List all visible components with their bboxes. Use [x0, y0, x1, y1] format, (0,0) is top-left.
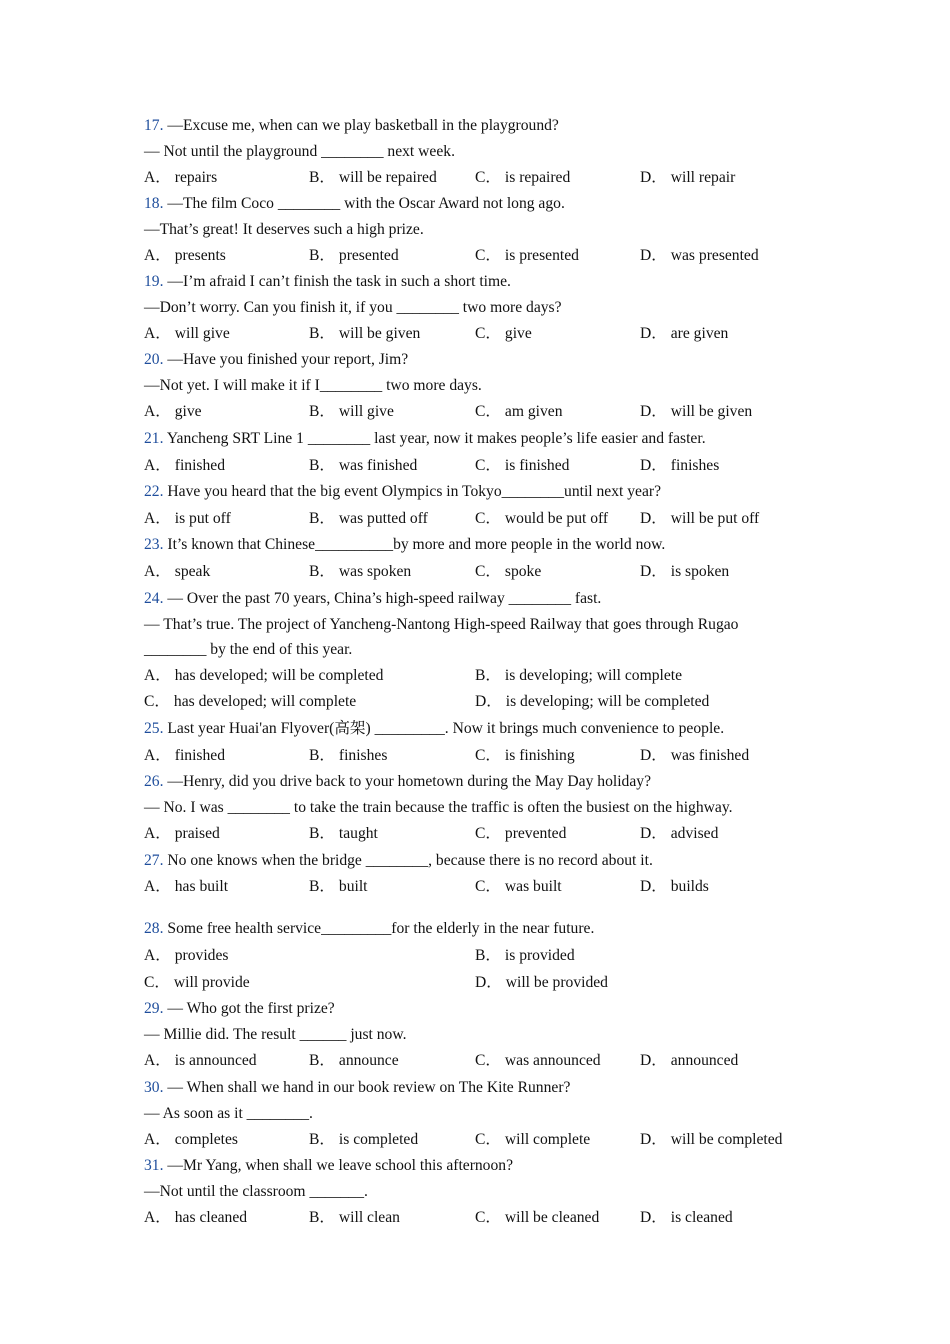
question-text: — When shall we hand in our book review on The Kite Runner? [167, 1079, 571, 1096]
question-number: 30. [144, 1079, 164, 1096]
answer-option[interactable]: D． will be provided [475, 974, 608, 991]
question-stem [144, 194, 910, 214]
answer-option[interactable]: C． is repaired [475, 169, 571, 186]
answer-option[interactable]: A． is announced [144, 1052, 257, 1069]
answer-option[interactable]: D． will repair [640, 169, 736, 186]
answer-option[interactable]: C． will complete [475, 1131, 591, 1148]
question-text: Yancheng SRT Line 1 ________ last year, now it makes people’s life easier and faster. [166, 430, 706, 447]
answer-option[interactable]: A． completes [144, 1131, 238, 1148]
question-dialogue-line [144, 1104, 910, 1124]
question-dialogue-line [144, 798, 910, 818]
answer-option[interactable]: D． advised [640, 825, 719, 842]
answer-option[interactable]: A． will give [144, 325, 230, 342]
question-number: 22. [144, 483, 164, 500]
question-text: —Have you finished your report, Jim? [167, 351, 409, 368]
answer-option[interactable]: C． has developed; will complete [144, 693, 357, 710]
question-number: 27. [144, 852, 164, 869]
answer-option[interactable]: A． is put off [144, 510, 231, 527]
answer-option[interactable]: A． finished [144, 747, 225, 764]
answer-option[interactable]: D． will be put off [640, 510, 760, 527]
answer-option[interactable]: D． will be completed [640, 1131, 783, 1148]
question-number: 23. [144, 536, 164, 553]
question-text: — That’s true. The project of Yancheng-Nantong High-speed Railway that goes through Rugao [144, 616, 739, 633]
question-text: No one knows when the bridge ________, because there is no record about it. [167, 852, 653, 869]
question-text: — As soon as it ________. [144, 1105, 313, 1122]
answer-option[interactable]: B． finishes [309, 747, 388, 764]
answer-option[interactable]: B． taught [309, 825, 378, 842]
question-dialogue-line [144, 1182, 910, 1202]
answer-option[interactable]: C． give [475, 325, 532, 342]
question-dialogue-line [144, 615, 910, 635]
answer-option[interactable]: B． will be given [309, 325, 421, 342]
question-text: It’s known that Chinese__________by more and more people in the world now. [167, 536, 666, 553]
question-stem [144, 1078, 910, 1098]
answer-option[interactable]: C． would be put off [475, 510, 609, 527]
question-number: 24. [144, 590, 164, 607]
question-text: Last year Huai'an Flyover(高架) _________. Now it brings much convenience to people. [167, 720, 725, 737]
answer-option[interactable]: B． is completed [309, 1131, 419, 1148]
answer-option[interactable]: C． is finished [475, 457, 570, 474]
question-text: —Don’t worry. Can you finish it, if you ________ two more days? [144, 299, 562, 316]
answer-option[interactable]: A． repairs [144, 169, 218, 186]
question-text: —That’s great! It deserves such a high prize. [144, 221, 424, 238]
answer-option[interactable]: B． was spoken [309, 563, 412, 580]
answer-option[interactable]: C． was announced [475, 1052, 601, 1069]
question-text: — Millie did. The result ______ just now. [144, 1026, 407, 1043]
answer-option[interactable]: B． was putted off [309, 510, 428, 527]
question-dialogue-line [144, 298, 910, 318]
answer-option[interactable]: A． speak [144, 563, 211, 580]
answer-option[interactable]: A． praised [144, 825, 220, 842]
answer-option[interactable]: D． was presented [640, 247, 759, 264]
question-text: —The film Coco ________ with the Oscar Award not long ago. [167, 195, 565, 212]
question-text: —Excuse me, when can we play basketball in the playground? [167, 117, 559, 134]
question-number: 17. [144, 117, 164, 134]
answer-option[interactable]: D． builds [640, 878, 709, 895]
question-stem [144, 851, 910, 871]
answer-option[interactable]: B． announce [309, 1052, 399, 1069]
answer-option[interactable]: B． will give [309, 403, 394, 420]
answer-option[interactable]: C． will be cleaned [475, 1209, 600, 1226]
question-stem [144, 272, 910, 292]
answer-option[interactable]: B． will clean [309, 1209, 400, 1226]
question-stem [144, 482, 910, 502]
question-text: — Who got the first prize? [167, 1000, 335, 1017]
question-stem [144, 719, 910, 739]
question-text: Some free health service_________for the elderly in the near future. [167, 920, 595, 937]
question-dialogue-line [144, 142, 910, 162]
question-number: 26. [144, 773, 164, 790]
question-stem [144, 919, 910, 939]
question-text: — No. I was ________ to take the train because the traffic is often the busiest on the highway. [144, 799, 733, 816]
answer-option[interactable]: D． finishes [640, 457, 720, 474]
question-number: 20. [144, 351, 164, 368]
question-dialogue-line [144, 640, 910, 660]
answer-option[interactable]: C． is finishing [475, 747, 575, 764]
answer-option[interactable]: D． are given [640, 325, 729, 342]
question-number: 31. [144, 1157, 164, 1174]
question-text: —Henry, did you drive back to your hometown during the May Day holiday? [167, 773, 651, 790]
answer-option[interactable]: A． has cleaned [144, 1209, 248, 1226]
question-number: 21. [144, 430, 164, 447]
question-stem [144, 772, 910, 792]
question-number: 25. [144, 720, 164, 737]
answer-option[interactable]: D． will be given [640, 403, 753, 420]
answer-option[interactable]: C． was built [475, 878, 562, 895]
answer-option[interactable]: B． built [309, 878, 368, 895]
question-stem [144, 999, 910, 1019]
question-text: —Not yet. I will make it if I________ two more days. [144, 377, 482, 394]
question-text: — Not until the playground ________ next week. [144, 143, 455, 160]
answer-option[interactable]: C． spoke [475, 563, 542, 580]
question-stem [144, 535, 910, 555]
answer-option[interactable]: D． is spoken [640, 563, 730, 580]
question-dialogue-line [144, 1025, 910, 1045]
answer-option[interactable]: C． am given [475, 403, 563, 420]
question-stem [144, 116, 910, 136]
answer-option[interactable]: A． has built [144, 878, 229, 895]
question-text: ________ by the end of this year. [144, 641, 353, 658]
answer-option[interactable]: A． finished [144, 457, 225, 474]
answer-option[interactable]: D． is developing; will be completed [475, 693, 710, 710]
question-stem [144, 589, 910, 609]
question-dialogue-line [144, 376, 910, 396]
question-number: 19. [144, 273, 164, 290]
answer-option[interactable]: C． is presented [475, 247, 579, 264]
answer-option[interactable]: A． give [144, 403, 202, 420]
question-text: Have you heard that the big event Olympics in Tokyo________until next year? [167, 483, 662, 500]
question-text: — Over the past 70 years, China’s high-speed railway ________ fast. [167, 590, 602, 607]
question-text: —Not until the classroom _______. [144, 1183, 368, 1200]
question-number: 18. [144, 195, 164, 212]
question-stem [144, 1156, 910, 1176]
answer-option[interactable]: D． announced [640, 1052, 739, 1069]
question-dialogue-line [144, 220, 910, 240]
answer-option[interactable]: A． provides [144, 947, 229, 964]
answer-option[interactable]: A． has developed; will be completed [144, 667, 384, 684]
answer-option[interactable]: D． is cleaned [640, 1209, 733, 1226]
answer-option[interactable]: C． will provide [144, 974, 250, 991]
answer-option[interactable]: B． was finished [309, 457, 418, 474]
answer-option[interactable]: B． is developing; will complete [475, 667, 683, 684]
question-number: 28. [144, 920, 164, 937]
question-text: —Mr Yang, when shall we leave school this afternoon? [167, 1157, 513, 1174]
answer-option[interactable]: D． was finished [640, 747, 750, 764]
answer-option[interactable]: B． is provided [475, 947, 575, 964]
answer-option[interactable]: C． prevented [475, 825, 567, 842]
question-text: —I’m afraid I can’t finish the task in such a short time. [167, 273, 511, 290]
question-stem [144, 350, 910, 370]
answer-option[interactable]: B． presented [309, 247, 399, 264]
answer-option[interactable]: A． presents [144, 247, 226, 264]
question-number: 29. [144, 1000, 164, 1017]
answer-option[interactable]: B． will be repaired [309, 169, 437, 186]
question-stem [144, 429, 910, 449]
